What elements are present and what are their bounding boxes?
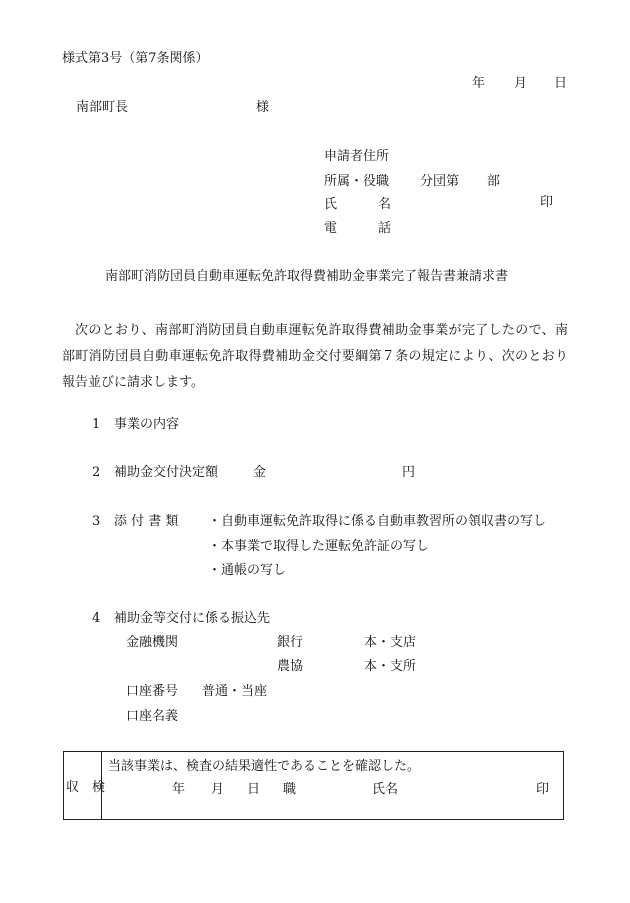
document-body: 次のとおり、南部町消防団員自動車運転免許取得費補助金事業が完了したので、南部町消防団員自動車運転免許取得費補助金交付要綱第７条の規定により、次のとおり報告並びに請求します。 bbox=[62, 323, 568, 390]
account-type-label: 普通・当座 bbox=[202, 684, 268, 699]
inspection-position-label: 職 bbox=[283, 782, 297, 797]
item-2-currency-prefix: 金 bbox=[253, 465, 267, 480]
applicant-affiliation-label: 所属・役職 bbox=[324, 174, 390, 189]
applicant-unit-label: 分団第 bbox=[420, 174, 460, 189]
item-2-number: 2 bbox=[92, 465, 101, 480]
account-holder-label: 口座名義 bbox=[126, 709, 179, 724]
form-number: 様式第3号（第7条関係） bbox=[62, 51, 209, 66]
applicant-name-label-2: 名 bbox=[378, 197, 392, 212]
applicant-phone-label-2: 話 bbox=[378, 221, 392, 236]
attachment-item: ・自動車運転免許取得に係る自動車教習所の領収書の写し bbox=[208, 514, 547, 529]
agri-coop-label: 農協 bbox=[277, 659, 304, 674]
item-2-currency-unit: 円 bbox=[402, 465, 416, 480]
item-1-label: 事業の内容 bbox=[114, 417, 180, 432]
applicant-address-label: 申請者住所 bbox=[324, 149, 390, 164]
addressee: 南部町長 bbox=[76, 100, 129, 115]
item-3-number: 3 bbox=[92, 514, 101, 529]
inspection-month-label: 月 bbox=[211, 782, 225, 797]
applicant-unit-suffix: 部 bbox=[487, 174, 501, 189]
inspection-day-label: 日 bbox=[247, 782, 261, 797]
inspection-statement: 当該事業は、検査の結果適性であることを確認した。 bbox=[108, 759, 421, 774]
inspection-year-label: 年 bbox=[172, 782, 186, 797]
inspection-name-label: 氏名 bbox=[372, 782, 399, 797]
bank-branch-label: 本・支店 bbox=[364, 635, 417, 650]
date-month-label: 月 bbox=[514, 76, 528, 91]
date-day-label: 日 bbox=[554, 76, 568, 91]
bank-label: 銀行 bbox=[277, 635, 304, 650]
item-3-label: 添 付 書 類 bbox=[114, 514, 179, 529]
account-number-label: 口座番号 bbox=[126, 684, 179, 699]
item-4-number: 4 bbox=[92, 611, 101, 626]
attachment-item: ・通帳の写し bbox=[208, 563, 287, 578]
item-1-number: 1 bbox=[92, 417, 101, 432]
applicant-name-label-1: 氏 bbox=[324, 197, 338, 212]
item-4-label: 補助金等交付に係る振込先 bbox=[114, 611, 271, 626]
applicant-phone-label-1: 電 bbox=[324, 221, 338, 236]
attachment-item: ・本事業で取得した運転免許証の写し bbox=[208, 539, 430, 554]
date-year-label: 年 bbox=[472, 76, 486, 91]
agri-coop-branch-label: 本・支所 bbox=[364, 659, 417, 674]
inspection-seal-mark: 印 bbox=[536, 782, 550, 797]
honorific: 様 bbox=[256, 100, 270, 115]
item-2-label: 補助金交付決定額 bbox=[114, 465, 219, 480]
financial-institution-label: 金融機関 bbox=[126, 635, 179, 650]
applicant-seal-mark: 印 bbox=[540, 195, 554, 210]
inspection-label: 収 検 bbox=[66, 780, 106, 795]
document-title: 南部町消防団員自動車運転免許取得費補助金事業完了報告書兼請求書 bbox=[105, 269, 509, 284]
